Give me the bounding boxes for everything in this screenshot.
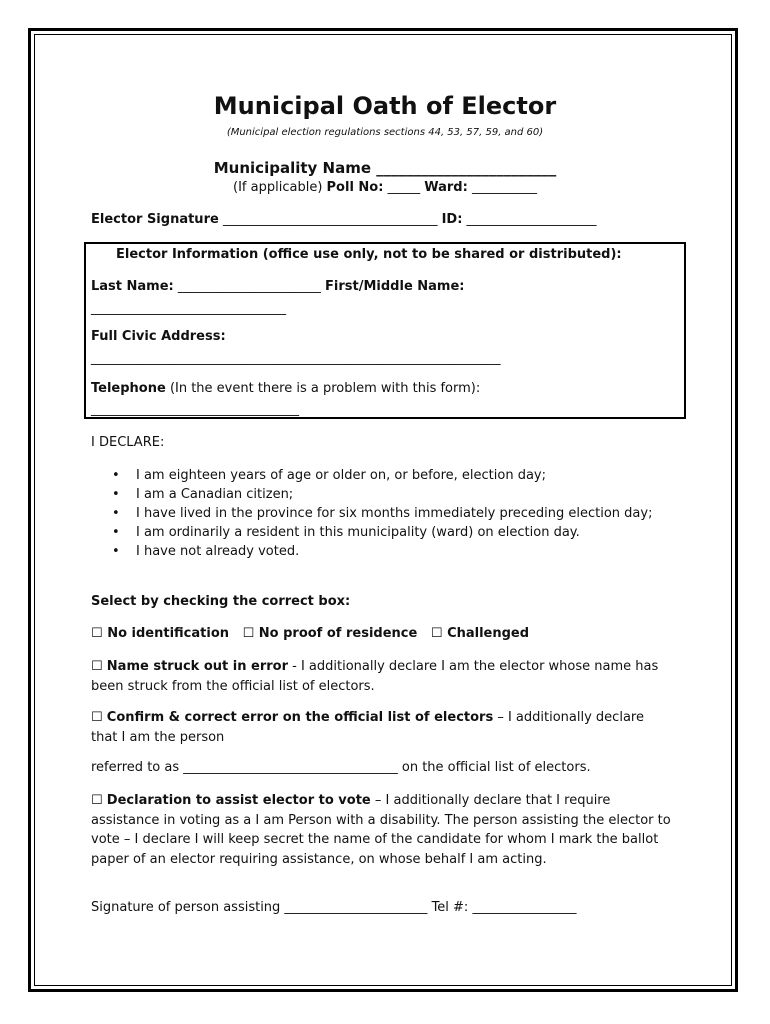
- checkbox-challenged[interactable]: ☐: [430, 626, 443, 641]
- telephone-line: [91, 381, 480, 396]
- confirm-error-paragraph: [91, 708, 671, 747]
- ward-blank[interactable]: __________: [471, 180, 537, 195]
- assist-label: Declaration to assist elector to vote: [106, 793, 371, 808]
- poll-ward-line: [0, 180, 770, 195]
- telephone-blank[interactable]: ________________________________: [91, 402, 299, 417]
- name-struck-text: - I additionally declare I am the elector whose name has been struck from the official list of electors.: [91, 659, 659, 694]
- poll-label: Poll No:: [326, 180, 384, 195]
- checkbox-confirm-error[interactable]: ☐: [91, 710, 103, 725]
- confirm-error-text: – I additionally declare that I am the person: [91, 710, 644, 745]
- info-box-heading: Elector Information (office use only, not to be shared or distributed):: [116, 247, 622, 262]
- document-subtitle: (Municipal election regulations sections 44, 53, 57, 59, and 60): [226, 127, 544, 138]
- name-struck-paragraph: [91, 657, 671, 696]
- list-item: • I have lived in the province for six months immediately preceding election day;: [110, 504, 670, 523]
- list-item: • I have not already voted.: [110, 542, 670, 561]
- option-challenged: Challenged: [447, 626, 530, 641]
- first-name-blank[interactable]: ______________________________: [91, 301, 286, 316]
- elector-signature-line: [91, 212, 597, 227]
- ward-label: Ward:: [424, 180, 468, 195]
- address-label: Full Civic Address:: [91, 329, 226, 344]
- option-no-identification: No identification: [107, 626, 229, 641]
- list-item: • I am a Canadian citizen;: [110, 485, 670, 504]
- municipality-name-line: [0, 159, 770, 177]
- checkbox-name-struck[interactable]: ☐: [91, 659, 103, 674]
- checkbox-no-proof-of-residence[interactable]: ☐: [242, 626, 255, 641]
- name-struck-label: Name struck out in error: [106, 659, 288, 674]
- last-name-line: [91, 279, 465, 294]
- options-row: [91, 626, 529, 641]
- municipality-label: Municipality Name: [213, 159, 372, 177]
- select-heading: Select by checking the correct box:: [91, 594, 351, 609]
- telephone-note: (In the event there is a problem with this form):: [169, 381, 481, 396]
- municipality-blank[interactable]: ________________________: [376, 159, 557, 177]
- last-name-blank[interactable]: ______________________: [177, 279, 321, 294]
- elector-signature-blank[interactable]: _________________________________: [222, 212, 438, 227]
- poll-blank[interactable]: _____: [387, 180, 421, 195]
- assist-text: – I additionally declare that I require assistance in voting as a I am Person with a disability. The person assisting the elector to vote – I declare I will keep secret the name of the candidate for whom I mark the ballot paper of an elector requiring assistance, on whose behalf I am acting.: [91, 793, 671, 867]
- checkbox-no-identification[interactable]: ☐: [91, 626, 103, 641]
- referred-as-line: referred to as _________________________________ on the official list of electors.: [91, 760, 591, 775]
- declare-heading: I DECLARE:: [91, 435, 165, 450]
- id-blank[interactable]: ____________________: [466, 212, 597, 227]
- last-name-label: Last Name:: [91, 279, 174, 294]
- elector-signature-label: Elector Signature: [91, 212, 219, 227]
- telephone-label: Telephone: [91, 381, 166, 396]
- document-title: Municipal Oath of Elector: [213, 92, 557, 120]
- first-name-label: First/Middle Name:: [325, 279, 465, 294]
- id-label: ID:: [441, 212, 463, 227]
- address-blank[interactable]: _______________________________________________________________: [91, 351, 501, 366]
- list-item: • I am eighteen years of age or older on, or before, election day;: [110, 466, 670, 485]
- list-item: • I am ordinarily a resident in this municipality (ward) on election day.: [110, 523, 670, 542]
- confirm-error-label: Confirm & correct error on the official list of electors: [106, 710, 494, 725]
- option-no-proof-of-residence: No proof of residence: [258, 626, 418, 641]
- assisting-signature-line: Signature of person assisting ______________________ Tel #: ________________: [91, 900, 577, 915]
- assist-paragraph: [91, 791, 671, 869]
- checkbox-assist[interactable]: ☐: [91, 793, 103, 808]
- if-applicable-note: (If applicable): [233, 180, 323, 195]
- declaration-list: [110, 466, 670, 561]
